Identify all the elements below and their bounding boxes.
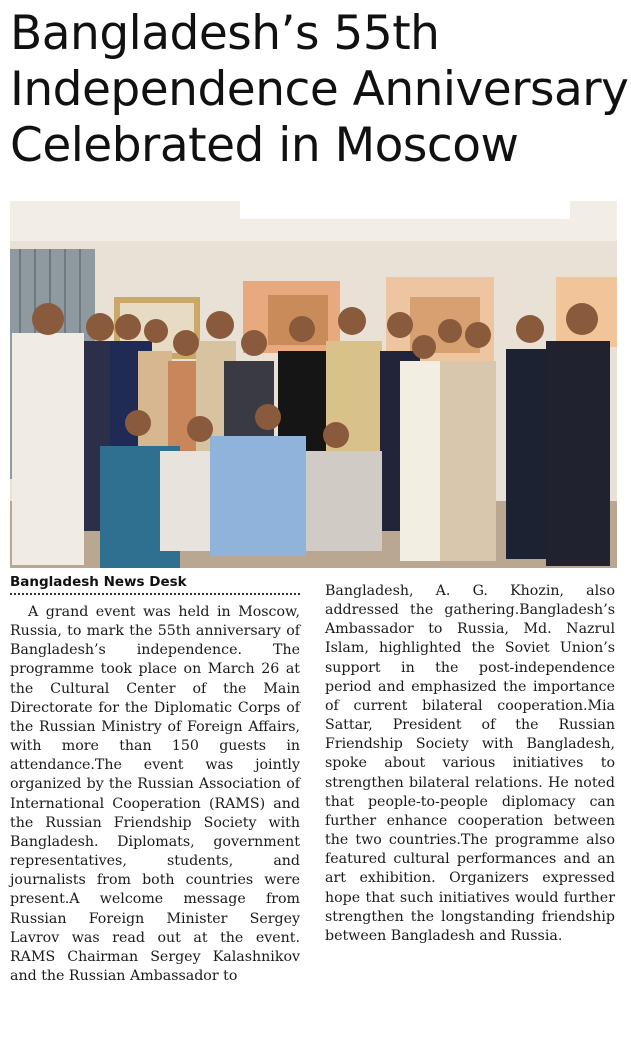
headline-line-2: Independence Anniversary — [10, 62, 629, 117]
body-column-left: A grand event was held in Moscow, Russia, to mark the 55th anniversary of Bangladesh’s independence. The programme took place on March 26 at the Cultural Center of the Main Directorate for the Diplomatic Corps of the Russian Ministry of Foreign Affairs, with more than 150 guests in attendance.The event was jointly organized by the Russian Association of International Cooperation (RAMS) and the Russian Friendship Society with Bangladesh. Diplomats, government representatives, students, and journalists from both countries were present.A welcome message from Russian Foreign Minister Sergey Lavrov was read out at the event. RAMS Chairman Sergey Kalashnikov and the Russian Ambassador to — [10, 604, 300, 984]
headline — [10, 6, 629, 174]
byline-divider — [10, 593, 300, 595]
headline-line-1: Bangladesh’s 55th — [10, 6, 440, 61]
headline-line-3: Celebrated in Moscow — [10, 118, 519, 173]
group-photo — [10, 201, 617, 568]
body-column-right: Bangladesh, A. G. Khozin, also addressed the gathering.Bangladesh’s Ambassador to Russia, Md. Nazrul Islam, highlighted the Soviet Union’s support in the post-independence period and emphasized the importance of current bilateral cooperation.Mia Sattar, President of the Russian Friendship Society with Bangladesh, spoke about various initiatives to strengthen bilateral relations. He noted that people-to-people diplomacy can further enhance cooperation between the two countries.The programme also featured cultural performances and an art exhibition. Organizers expressed hope that such initiatives would further strengthen the longstanding friendship between Bangladesh and Russia. — [325, 583, 615, 944]
byline: Bangladesh News Desk — [10, 574, 187, 590]
group-photo-illustration — [10, 201, 617, 568]
